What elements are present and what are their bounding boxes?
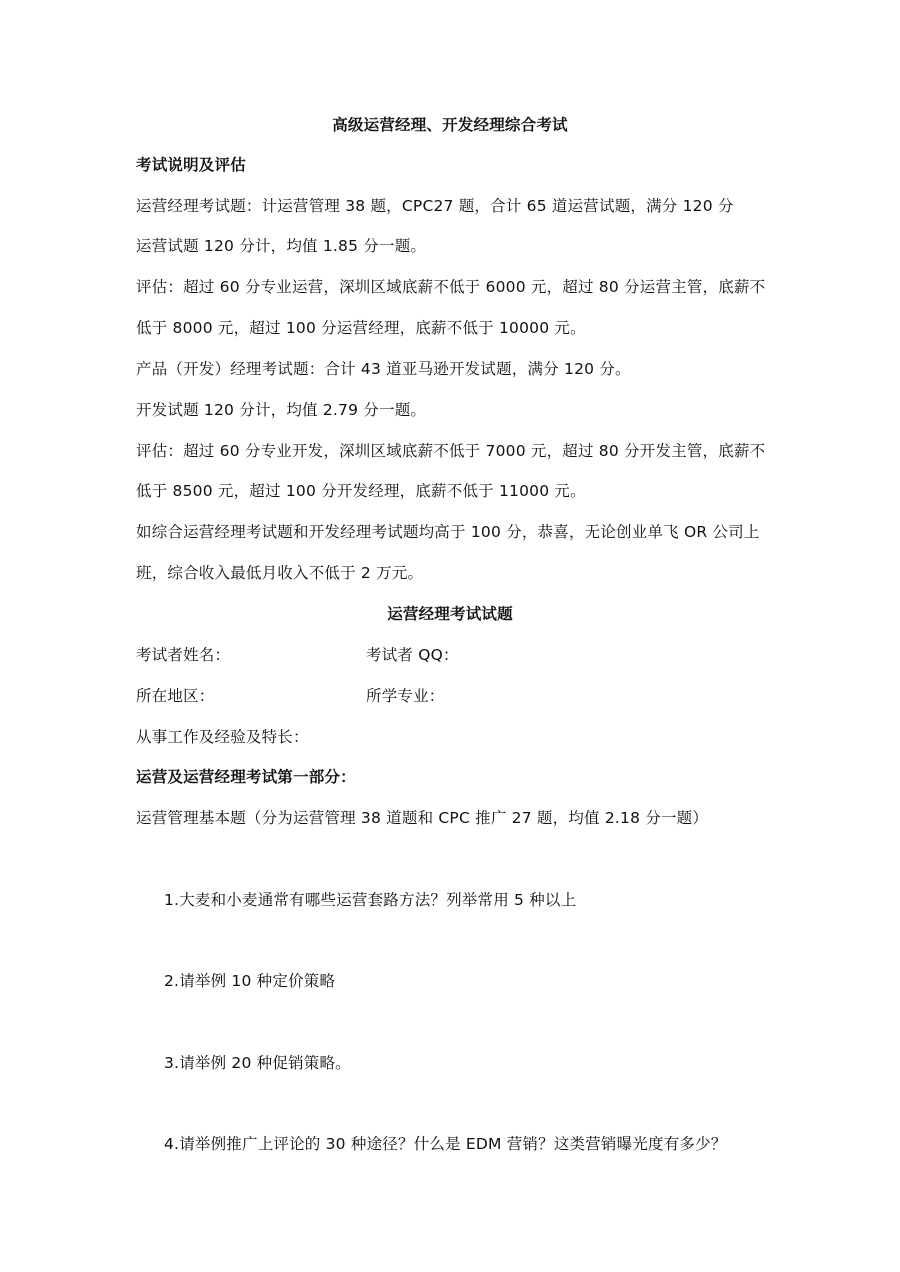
paragraph-line: 运营经理考试题：计运营管理 38 题，CPC27 题，合计 65 道运营试题，满分 120 分 bbox=[136, 197, 734, 215]
paragraph-line: 评估：超过 60 分专业开发，深圳区域底薪不低于 7000 元，超过 80 分开发主管，底薪不 bbox=[136, 442, 766, 460]
form-label-major: 所学专业： bbox=[366, 687, 445, 705]
form-label-experience: 从事工作及经验及特长： bbox=[136, 728, 309, 746]
paragraph-line: 开发试题 120 分计，均值 2.79 分一题。 bbox=[136, 401, 427, 419]
paragraph-line: 产品（开发）经理考试题：合计 43 道亚马逊开发试题，满分 120 分。 bbox=[136, 360, 631, 378]
part-one-heading: 运营及运营经理考试第一部分： bbox=[136, 768, 356, 786]
paragraph-line: 低于 8000 元，超过 100 分运营经理，底薪不低于 10000 元。 bbox=[136, 319, 586, 337]
paragraph-line: 如综合运营经理考试题和开发经理考试题均高于 100 分，恭喜，无论创业单飞 OR 公司上 bbox=[136, 523, 760, 541]
form-label-name: 考试者姓名： bbox=[136, 646, 231, 664]
paragraph-line: 班，综合收入最低月收入不低于 2 万元。 bbox=[136, 564, 424, 582]
part-one-description: 运营管理基本题（分为运营管理 38 道题和 CPC 推广 27 题，均值 2.18 分一题） bbox=[136, 809, 709, 827]
form-label-region: 所在地区： bbox=[136, 687, 215, 705]
question-item: 1.大麦和小麦通常有哪些运营套路方法？列举常用 5 种以上 bbox=[164, 891, 577, 909]
paragraph-line: 低于 8500 元，超过 100 分开发经理，底薪不低于 11000 元。 bbox=[136, 482, 586, 500]
paragraph-line: 运营试题 120 分计，均值 1.85 分一题。 bbox=[136, 237, 427, 255]
form-label-qq: 考试者 QQ： bbox=[366, 646, 459, 664]
document-title: 高级运营经理、开发经理综合考试 bbox=[332, 116, 568, 134]
ops-exam-title: 运营经理考试试题 bbox=[387, 605, 513, 623]
question-item: 4.请举例推广上评论的 30 种途径？什么是 EDM 营销？这类营销曝光度有多少？ bbox=[164, 1135, 727, 1153]
question-item: 2.请举例 10 种定价策略 bbox=[164, 972, 336, 990]
question-item: 3.请举例 20 种促销策略。 bbox=[164, 1054, 351, 1072]
section-heading-exam-description: 考试说明及评估 bbox=[136, 156, 246, 174]
paragraph-line: 评估：超过 60 分专业运营，深圳区域底薪不低于 6000 元，超过 80 分运营主管，底薪不 bbox=[136, 278, 766, 296]
